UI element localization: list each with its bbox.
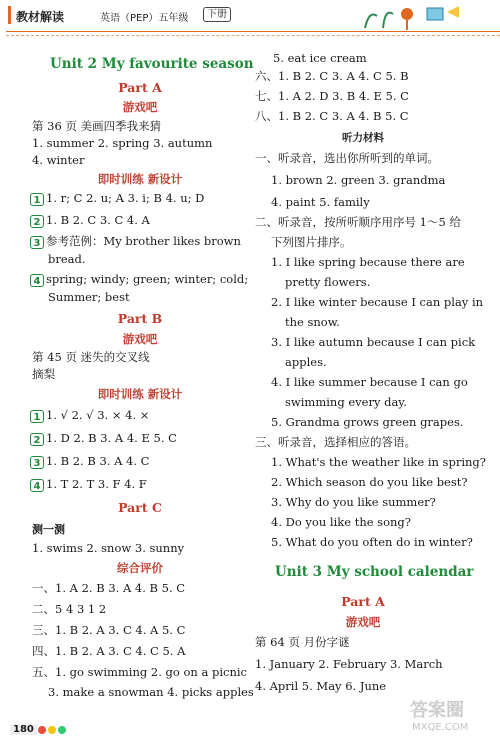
evaluation-heading: 综合评价 <box>117 561 163 575</box>
answer-line: 3 1. B 2. B 3. A 4. C <box>30 453 149 469</box>
answer-line: 5. What do you often do in winter? <box>271 535 473 549</box>
answer-line: 3. Why do you like summer? <box>271 495 436 509</box>
answer-line: 1. January 2. February 3. March <box>255 657 443 671</box>
test-heading: 测一测 <box>32 523 65 536</box>
page-number: 180 <box>10 724 37 735</box>
level-badge: 2 <box>30 215 44 228</box>
answer-line: 一、1. A 2. B 3. A 4. B 5. C <box>32 581 186 595</box>
answer-line: 七、1. A 2. D 3. B 4. E 5. C <box>255 89 409 103</box>
answer-line: 3. make a snowman 4. picks apples <box>48 685 254 699</box>
answer-line: 4 1. T 2. T 3. F 4. F <box>30 476 147 492</box>
answer-line: 2 1. D 2. B 3. A 4. E 5. C <box>30 430 177 446</box>
drill-heading: 即时训练 新设计 <box>97 387 183 401</box>
header-rule-dashed <box>6 35 500 36</box>
answer-line: 二、5 4 3 1 2 <box>32 602 107 616</box>
answer-line: 1. brown 2. green 3. grandma <box>271 173 446 187</box>
answer-line: 二、听录音，按所听顺序用序号 1～5 给 <box>255 215 461 229</box>
answer-line: 五、1. go swimming 2. go on a picnic <box>32 665 247 679</box>
answer-line: 第 36 页 美画四季我来猜 <box>32 119 162 133</box>
footer-dot-yellow <box>48 726 56 734</box>
answer-line: 3. I like autumn because I can pick <box>271 335 476 349</box>
answer-line: 1 1. √ 2. √ 3. × 4. × <box>30 407 149 423</box>
part-a-heading: Part A <box>118 80 162 95</box>
footer-dot-red <box>38 726 46 734</box>
answer-line: 4. paint 5. family <box>271 195 370 209</box>
answer-line: 2. Which season do you like best? <box>271 475 468 489</box>
level-badge: 4 <box>30 274 44 287</box>
answer-line: pretty flowers. <box>285 275 371 289</box>
game-heading: 游戏吧 <box>345 615 381 629</box>
answer-line: the snow. <box>285 315 340 329</box>
answer-line: 2. I like winter because I can play in <box>271 295 484 309</box>
level-badge: 3 <box>30 236 44 249</box>
header-marker <box>8 6 11 24</box>
answer-line: 2 1. B 2. C 3. C 4. A <box>30 212 150 228</box>
answer-line: apples. <box>285 355 327 369</box>
answer-line: 六、1. B 2. C 3. A 4. C 5. B <box>255 69 409 83</box>
header-rule <box>6 31 500 32</box>
book-subtitle: 英语（PEP）五年级 <box>100 13 189 24</box>
answer-line: 1. I like spring because there are <box>271 255 465 269</box>
part-b-heading: Part B <box>117 311 163 326</box>
answer-line: 四、1. B 2. A 3. C 4. C 5. A <box>32 644 186 658</box>
answer-line: 1. summer 2. spring 3. autumn <box>32 136 213 150</box>
answer-line: 1. What's the weather like in spring? <box>271 455 486 469</box>
answer-line: 一、听录音，选出你所听到的单词。 <box>255 151 439 165</box>
unit-title: Unit 2 My favourite season <box>50 56 254 72</box>
answer-line: 摘梨 <box>32 367 55 381</box>
watermark: 答案圈 <box>410 700 464 721</box>
answer-line: 5. Grandma grows green grapes. <box>271 415 464 429</box>
level-badge: 4 <box>30 479 44 492</box>
game-heading: 游戏吧 <box>122 100 158 114</box>
answer-line: Summer; best <box>48 290 130 304</box>
watermark-url: MXQE.COM <box>412 722 469 733</box>
answer-line: swimming every day. <box>285 395 407 409</box>
answer-line: 八、1. B 2. C 3. A 4. B 5. C <box>255 109 409 123</box>
answer-line: 三、听录音，选择相应的答语。 <box>255 435 416 449</box>
answer-line: 4 spring; windy; green; winter; cold; <box>30 271 248 287</box>
answer-line: 第 45 页 迷失的交叉线 <box>32 350 150 364</box>
volume-badge: 下册 <box>203 7 231 22</box>
unit-title: Unit 3 My school calendar <box>275 564 474 580</box>
answer-line: 1. swims 2. snow 3. sunny <box>32 541 185 555</box>
answer-line: 5. eat ice cream <box>273 51 367 65</box>
part-a-heading: Part A <box>341 594 385 609</box>
answer-line: 下列图片排序。 <box>271 235 352 249</box>
answer-line: 4. winter <box>32 153 85 167</box>
answer-line: 3 参考范例：My brother likes brown <box>30 233 241 249</box>
level-badge: 2 <box>30 433 44 446</box>
answer-line: 4. April 5. May 6. June <box>255 679 387 693</box>
drill-heading: 即时训练 新设计 <box>97 172 183 186</box>
level-badge: 1 <box>30 193 44 206</box>
part-c-heading: Part C <box>118 500 162 515</box>
level-badge: 3 <box>30 456 44 469</box>
page-header <box>0 0 500 40</box>
answer-line: 4. Do you like the song? <box>271 515 411 529</box>
listening-heading: 听力材料 <box>342 132 384 144</box>
book-title: 教材解读 <box>16 10 65 24</box>
game-heading: 游戏吧 <box>122 332 158 346</box>
header-decoration-icon <box>355 2 465 32</box>
answer-line: 4. I like summer because I can go <box>271 375 468 389</box>
footer-dot-green <box>58 726 66 734</box>
answer-line: 三、1. B 2. A 3. C 4. A 5. C <box>32 623 186 637</box>
level-badge: 1 <box>30 410 44 423</box>
answer-line: 第 64 页 月份字谜 <box>255 635 350 649</box>
answer-line: 1 1. r; C 2. u; A 3. i; B 4. u; D <box>30 190 204 206</box>
answer-line: bread. <box>48 252 86 266</box>
